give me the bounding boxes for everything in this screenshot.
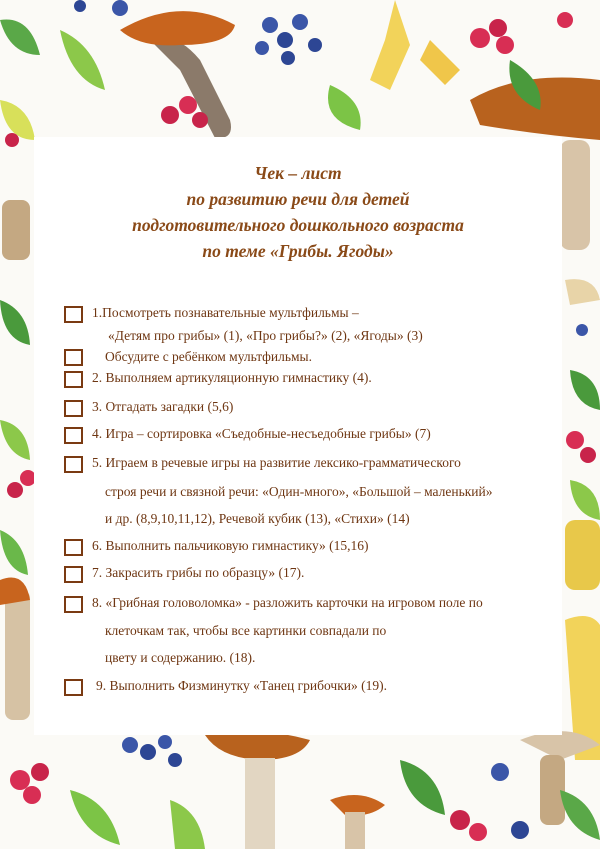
checkbox[interactable] — [64, 679, 83, 696]
item-text: 9. Выполнить Физминутку «Танец грибочки» (19). — [96, 678, 387, 693]
item-text: и др. (8,9,10,11,12), Речевой кубик (13), «Стихи» (14) — [105, 511, 410, 526]
title-line: по развитию речи для детей — [186, 189, 410, 209]
title-line: подготовительного дошкольного возраста — [132, 215, 464, 235]
leaf-icon — [0, 19, 541, 140]
checkbox[interactable] — [64, 371, 83, 388]
checkbox[interactable] — [64, 427, 83, 444]
checkbox[interactable] — [64, 566, 83, 583]
item-text: 7. Закрасить грибы по образцу» (17). — [92, 565, 305, 580]
checkbox[interactable] — [64, 306, 83, 323]
checkbox[interactable] — [64, 596, 83, 613]
mushroom-icon — [370, 0, 460, 90]
item-text: 1.Посмотреть познавательные мультфильмы – — [92, 305, 359, 320]
checkbox[interactable] — [64, 539, 83, 556]
item-text: клеточкам так, чтобы все картинки совпадали по — [105, 623, 387, 638]
item-text: 5. Играем в речевые игры на развитие лексико-грамматического — [92, 455, 461, 470]
mushroom-icon — [565, 279, 600, 760]
item-text: 8. «Грибная головоломка» - разложить карточки на игровом поле по — [92, 595, 483, 610]
mushroom-icon — [0, 200, 30, 720]
page-title — [34, 160, 562, 264]
title-line: по теме «Грибы. Ягоды» — [202, 241, 394, 261]
leaf-icon — [0, 300, 30, 575]
item-text: 4. Игра – сортировка «Съедобные-несъедобные грибы» (7) — [92, 426, 431, 441]
checkbox[interactable] — [64, 349, 83, 366]
item-text: 3. Отгадать загадки (5,6) — [92, 399, 234, 414]
checkbox[interactable] — [64, 456, 83, 473]
mushroom-icon — [205, 731, 600, 849]
item-text: цвету и содержанию. (18). — [105, 650, 256, 665]
item-text: 2. Выполняем артикуляционную гимнастику (4). — [92, 370, 372, 385]
item-text: Обсудите с ребёнком мультфильмы. — [105, 349, 313, 364]
item-text: 6. Выполнить пальчиковую гимнастику» (15,16) — [92, 538, 369, 553]
title-line: Чек – лист — [254, 163, 342, 183]
checkbox[interactable] — [64, 400, 83, 417]
item-text: строя речи и связной речи: «Один-много», «Большой – маленький» — [105, 484, 493, 499]
item-text: «Детям про грибы» (1), «Про грибы?» (2), «Ягоды» (3) — [108, 328, 423, 343]
